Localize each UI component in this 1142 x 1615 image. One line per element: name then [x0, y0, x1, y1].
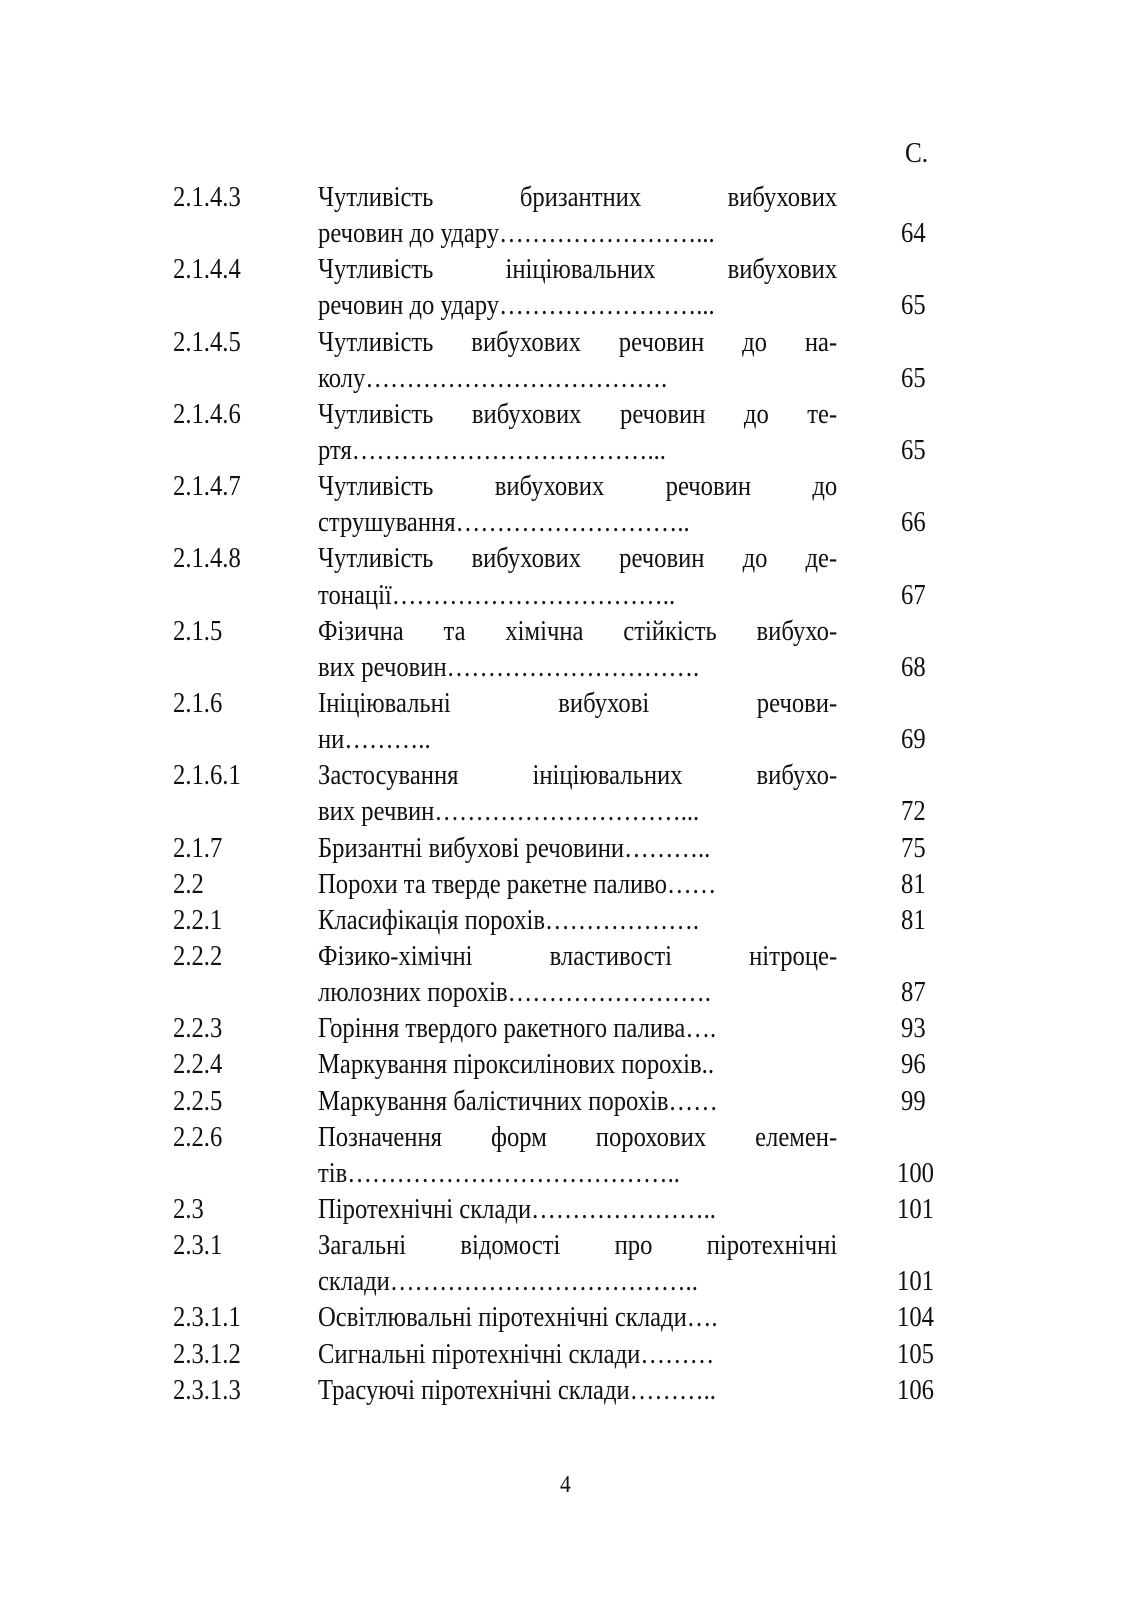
section-title: вих речовин…………………………. — [318, 651, 700, 683]
toc-entry-line — [173, 975, 953, 1011]
section-title: Класифікація порохів………………. — [318, 904, 699, 936]
section-title: Освітлювальні піротехнічні склади…. — [318, 1302, 718, 1334]
section-title: тів………………………………….. — [318, 1157, 680, 1189]
toc-entry-line — [173, 505, 953, 541]
section-title: Чутливість вибухових речовин до те- — [318, 398, 838, 430]
toc-entry-line — [173, 1084, 953, 1120]
section-number: 2.2.6 — [173, 1121, 223, 1153]
section-number: 2.3.1 — [173, 1230, 223, 1262]
section-title: колу………………………………. — [318, 362, 668, 394]
section-number: 2.1.4.8 — [173, 543, 241, 575]
toc-entry-line — [173, 469, 953, 505]
toc-entry-line — [173, 325, 953, 361]
section-number: 2.2.4 — [173, 1049, 223, 1081]
toc-entry-line — [173, 180, 953, 216]
toc-entry-line — [173, 758, 953, 794]
toc-entry-line — [173, 288, 953, 324]
page-reference: 96 — [901, 1049, 926, 1081]
section-title: речовин до удару……………………... — [318, 218, 715, 250]
page-reference: 65 — [901, 290, 926, 322]
section-title: Бризантні вибухові речовини……….. — [318, 832, 711, 864]
section-title: склади……………………………….. — [318, 1266, 698, 1298]
section-number: 2.1.4.5 — [173, 326, 241, 358]
section-title: Ініціювальні вибухові речови- — [318, 687, 838, 719]
toc-entry-line — [173, 939, 953, 975]
section-title: Піротехнічні склади………………….. — [318, 1193, 716, 1225]
toc-entry-line — [173, 578, 953, 614]
section-title: Фізико-хімічні властивості нітроце- — [318, 940, 838, 972]
page-reference: 65 — [901, 362, 926, 394]
section-number: 2.1.6 — [173, 687, 223, 719]
page-reference: 87 — [901, 977, 926, 1009]
section-title: Трасуючі піротехнічні склади……….. — [318, 1374, 716, 1406]
section-number: 2.2 — [173, 868, 204, 900]
section-number: 2.1.4.3 — [173, 182, 241, 213]
toc-entry-line — [173, 1300, 953, 1336]
toc-entry-line — [173, 1373, 953, 1409]
section-number: 2.2.3 — [173, 1013, 223, 1045]
toc-entry-line — [173, 216, 953, 252]
section-title: Чутливість ініціювальних вибухових — [318, 254, 838, 286]
page-reference: 64 — [901, 218, 926, 250]
page-reference: 75 — [901, 832, 926, 864]
section-title: Маркування піроксилінових порохів.. — [318, 1049, 714, 1081]
page-reference: 105 — [897, 1338, 934, 1370]
section-number: 2.3.1.2 — [173, 1338, 241, 1370]
toc-entry-line — [173, 1120, 953, 1156]
toc-entry-line — [173, 252, 953, 288]
page-reference: 68 — [901, 651, 926, 683]
page-reference: 106 — [897, 1374, 934, 1406]
section-title: Порохи та тверде ракетне паливо…… — [318, 868, 717, 900]
page-reference: 65 — [901, 434, 926, 466]
toc-entry-line — [173, 903, 953, 939]
toc-entry-line — [173, 433, 953, 469]
toc-entry-line — [173, 831, 953, 867]
section-number: 2.1.6.1 — [173, 760, 241, 792]
toc-entry-line — [173, 867, 953, 903]
section-title: Фізична та хімічна стійкість вибухо- — [318, 615, 838, 647]
toc-entry-line — [173, 794, 953, 830]
section-title: Застосування ініціювальних вибухо- — [318, 760, 838, 792]
page-reference: 101 — [897, 1193, 934, 1225]
section-number: 2.1.5 — [173, 615, 223, 647]
page-column-label: С. — [905, 138, 929, 169]
toc-entry-line — [173, 1228, 953, 1264]
page-reference: 101 — [897, 1266, 934, 1298]
toc-entry-line — [173, 1337, 953, 1373]
section-title: струшування……………………….. — [318, 507, 690, 539]
toc-entry-line — [173, 722, 953, 758]
section-title: ни……….. — [318, 724, 431, 756]
toc-entry-line — [173, 614, 953, 650]
toc-entry-line — [173, 397, 953, 433]
section-title: Маркування балістичних порохів…… — [318, 1085, 718, 1117]
section-number: 2.2.2 — [173, 940, 223, 972]
page-number: 4 — [560, 1472, 571, 1498]
section-number: 2.1.4.4 — [173, 254, 241, 286]
toc-entry-line — [173, 1264, 953, 1300]
page-reference: 69 — [901, 724, 926, 756]
section-title: речовин до удару……………………... — [318, 290, 715, 322]
section-title: Чутливість вибухових речовин до де- — [318, 543, 838, 575]
section-title: Чутливість вибухових речовин до на- — [318, 326, 838, 358]
section-title: ртя………………………………... — [318, 434, 666, 466]
section-title: Чутливість вибухових речовин до — [318, 471, 838, 503]
section-title: Загальні відомості про піротехнічні — [318, 1230, 838, 1262]
toc-entry-line — [173, 361, 953, 397]
section-title: люлозних порохів……………………. — [318, 977, 711, 1009]
page-reference: 99 — [901, 1085, 926, 1117]
page-reference: 81 — [901, 904, 926, 936]
section-number: 2.3.1.3 — [173, 1374, 241, 1406]
section-title: Чутливість бризантних вибухових — [318, 182, 838, 213]
section-title: Позначення форм порохових елемен- — [318, 1121, 838, 1153]
section-number: 2.2.1 — [173, 904, 223, 936]
toc-entry-line — [173, 1156, 953, 1192]
section-number: 2.1.4.6 — [173, 398, 241, 430]
toc-entry-line — [173, 686, 953, 722]
section-title: Горіння твердого ракетного палива…. — [318, 1013, 717, 1045]
page-reference: 81 — [901, 868, 926, 900]
page-reference: 66 — [901, 507, 926, 539]
toc-entry-line — [173, 1047, 953, 1083]
toc-entry-line — [173, 541, 953, 577]
table-of-contents — [173, 180, 953, 1409]
page-reference: 93 — [901, 1013, 926, 1045]
section-title: тонації…………………………….. — [318, 579, 676, 611]
toc-entry-line — [173, 650, 953, 686]
section-number: 2.1.4.7 — [173, 471, 241, 503]
page-reference: 72 — [901, 796, 926, 828]
toc-entry-line — [173, 1011, 953, 1047]
section-number: 2.1.7 — [173, 832, 223, 864]
toc-entry-line — [173, 1192, 953, 1228]
section-title: вих речвин…………………………... — [318, 796, 700, 828]
page-reference: 67 — [901, 579, 926, 611]
section-number: 2.2.5 — [173, 1085, 223, 1117]
section-title: Сигнальні піротехнічні склади……… — [318, 1338, 715, 1370]
page-reference: 104 — [897, 1302, 934, 1334]
section-number: 2.3.1.1 — [173, 1302, 241, 1334]
section-number: 2.3 — [173, 1193, 204, 1225]
page-reference: 100 — [897, 1157, 934, 1189]
